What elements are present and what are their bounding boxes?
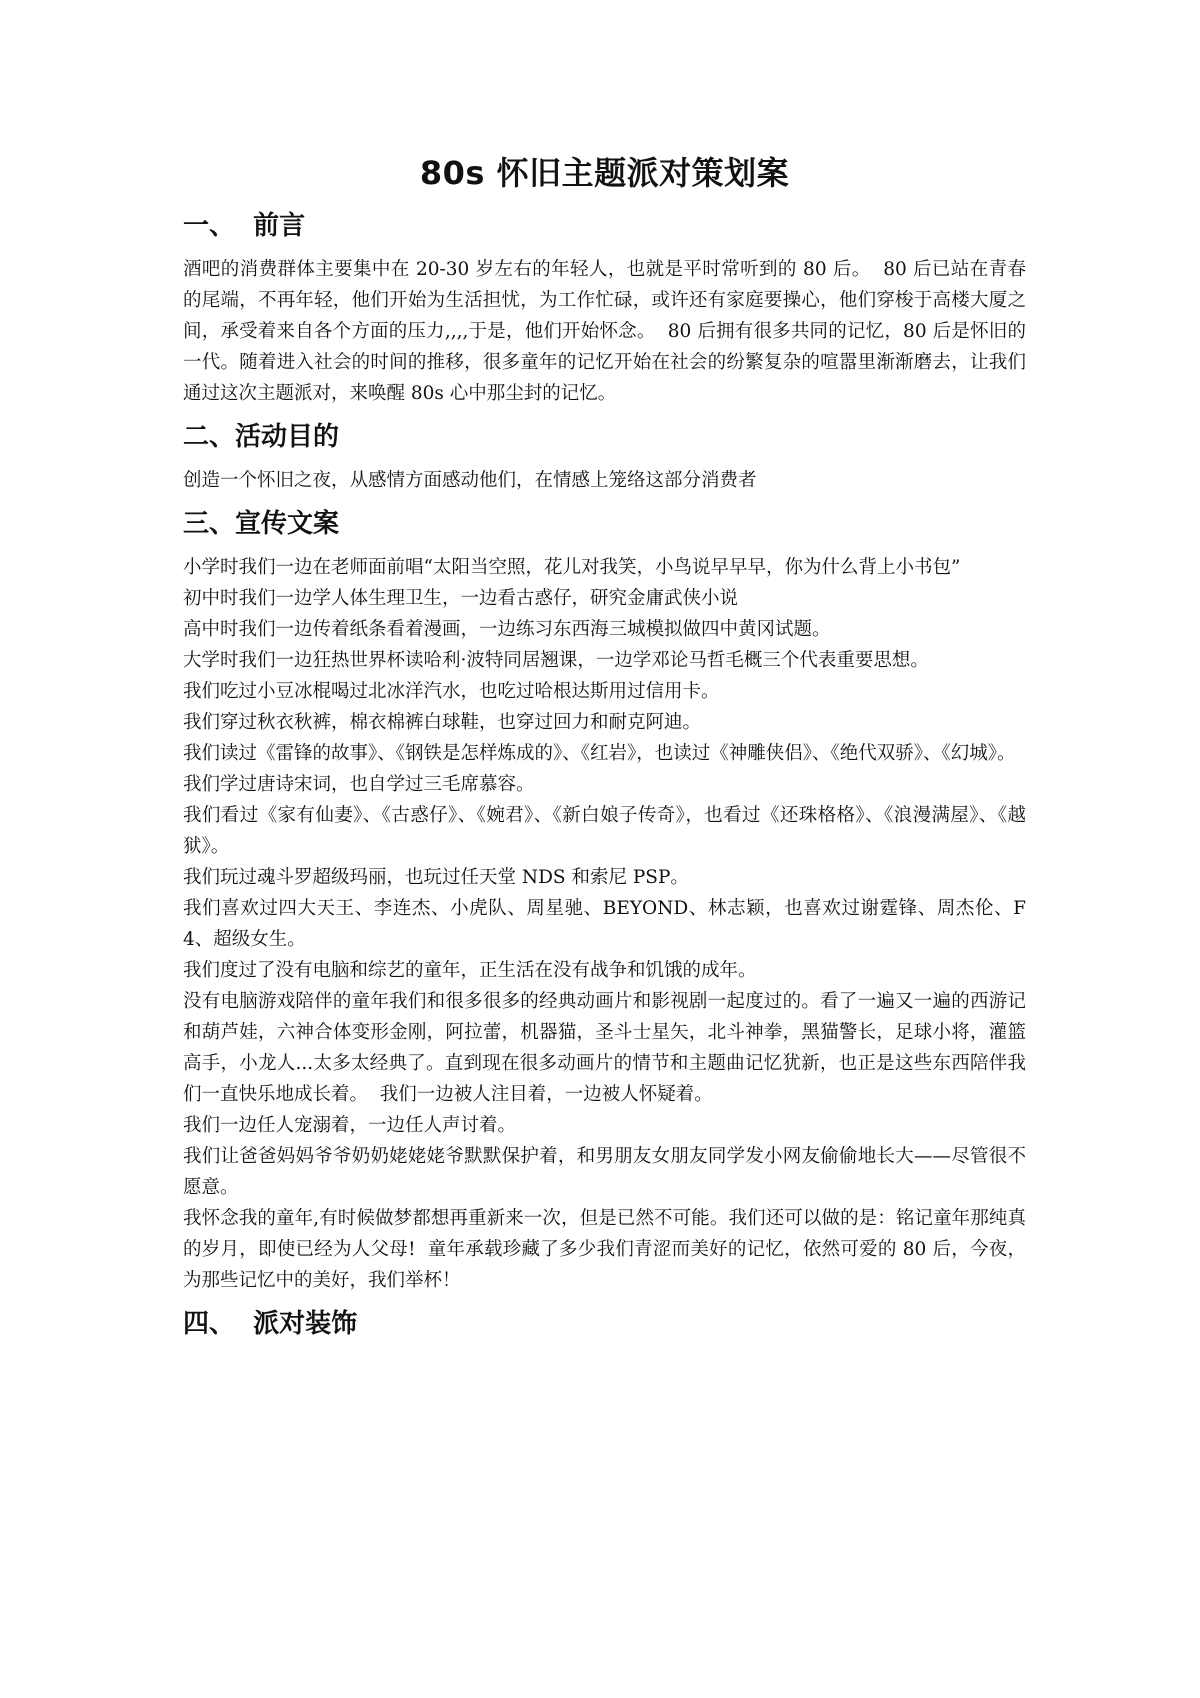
purpose-paragraph: 创造一个怀旧之夜，从感情方面感动他们，在情感上笼络这部分消费者 — [183, 470, 757, 491]
copy-paragraph: 我们让爸爸妈妈爷爷奶奶姥姥姥爷默默保护着，和男朋友女朋友同学发小网友偷偷地长大——尽管很不愿意。 — [183, 1146, 1026, 1198]
section-preface — [183, 206, 1026, 409]
copy-paragraph: 我们看过《家有仙妻》、《古惑仔》、《婉君》、《新白娘子传奇》，也看过《还珠格格》、《浪漫满屋》、《越狱》。 — [183, 805, 1026, 857]
document-title: 80s 怀旧主题派对策划案 — [419, 154, 790, 192]
copy-paragraph: 初中时我们一边学人体生理卫生，一边看古惑仔，研究金庸武侠小说 — [183, 588, 739, 609]
section-heading-copywriting: 三、宣传文案 — [183, 509, 340, 539]
preface-paragraph: 酒吧的消费群体主要集中在 20-30 岁左右的年轻人，也就是平时常听到的 80 后。 80 后已站在青春的尾端，不再年轻，他们开始为生活担忧，为工作忙碌，或许还有家庭要操心，他们穿梭于高楼大厦之间，承受着来自各个方面的压力,,,,于是，他们开始怀念。 80 后拥有很多共同的记忆，80 后是怀旧的一代。随着进入社会的时间的推移，很多童年的记忆开始在社会的纷繁复杂的喧嚣里渐渐磨去，让我们通过这次主题派对，来唤醒 80s 心中那尘封的记忆。 — [183, 259, 1026, 404]
copy-paragraph: 高中时我们一边传着纸条看着漫画，一边练习东西海三城模拟做四中黄冈试题。 — [183, 619, 831, 640]
copy-paragraph: 我们玩过魂斗罗超级玛丽，也玩过任天堂 NDS 和索尼 PSP。 — [183, 867, 689, 888]
section-heading-decoration: 四、 派对装饰 — [183, 1309, 358, 1339]
copy-paragraph: 我们度过了没有电脑和综艺的童年，正生活在没有战争和饥饿的成年。 — [183, 960, 757, 981]
section-decoration — [183, 1304, 1026, 1344]
section-copywriting — [183, 504, 1026, 1296]
copy-paragraph: 没有电脑游戏陪伴的童年我们和很多很多的经典动画片和影视剧一起度过的。看了一遍又一遍的西游记和葫芦娃，六神合体变形金刚，阿拉蕾，机器猫，圣斗士星矢，北斗神拳，黑猫警长，足球小将，灌篮高手，小龙人...太多太经典了。直到现在很多动画片的情节和主题曲记忆犹新，也正是这些东西陪伴我们一直快乐地成长着。 我们一边被人注目着，一边被人怀疑着。 — [183, 991, 1026, 1105]
section-heading-preface: 一、 前言 — [183, 211, 306, 241]
copy-paragraph: 我怀念我的童年,有时候做梦都想再重新来一次，但是已然不可能。我们还可以做的是：铭记童年那纯真的岁月，即使已经为人父母! 童年承载珍藏了多少我们青涩而美好的记忆，依然可爱的 80 后，今夜，为那些记忆中的美好，我们举杯！ — [183, 1208, 1026, 1291]
copy-paragraph: 大学时我们一边狂热世界杯读哈利·波特同居翘课，一边学邓论马哲毛概三个代表重要思想。 — [183, 650, 929, 671]
document-page — [183, 150, 1026, 1352]
section-purpose — [183, 417, 1026, 496]
copy-paragraph: 我们学过唐诗宋词，也自学过三毛席慕容。 — [183, 774, 535, 795]
copy-paragraph: 小学时我们一边在老师面前唱“太阳当空照，花儿对我笑，小鸟说早早早，你为什么背上小书包” — [183, 557, 961, 578]
copy-paragraph: 我们一边任人宠溺着，一边任人声讨着。 — [183, 1115, 517, 1136]
section-heading-purpose: 二、活动目的 — [183, 422, 340, 452]
copy-paragraph: 我们读过《雷锋的故事》、《钢铁是怎样炼成的》、《红岩》，也读过《神雕侠侣》、《绝代双骄》、《幻城》。 — [183, 743, 1016, 764]
copy-paragraph: 我们吃过小豆冰棍喝过北冰洋汽水，也吃过哈根达斯用过信用卡。 — [183, 681, 720, 702]
copy-paragraph: 我们喜欢过四大天王、李连杰、小虎队、周星驰、BEYOND、林志颖，也喜欢过谢霆锋、周杰伦、F4、超级女生。 — [183, 898, 1026, 950]
copy-paragraph: 我们穿过秋衣秋裤，棉衣棉裤白球鞋，也穿过回力和耐克阿迪。 — [183, 712, 702, 733]
